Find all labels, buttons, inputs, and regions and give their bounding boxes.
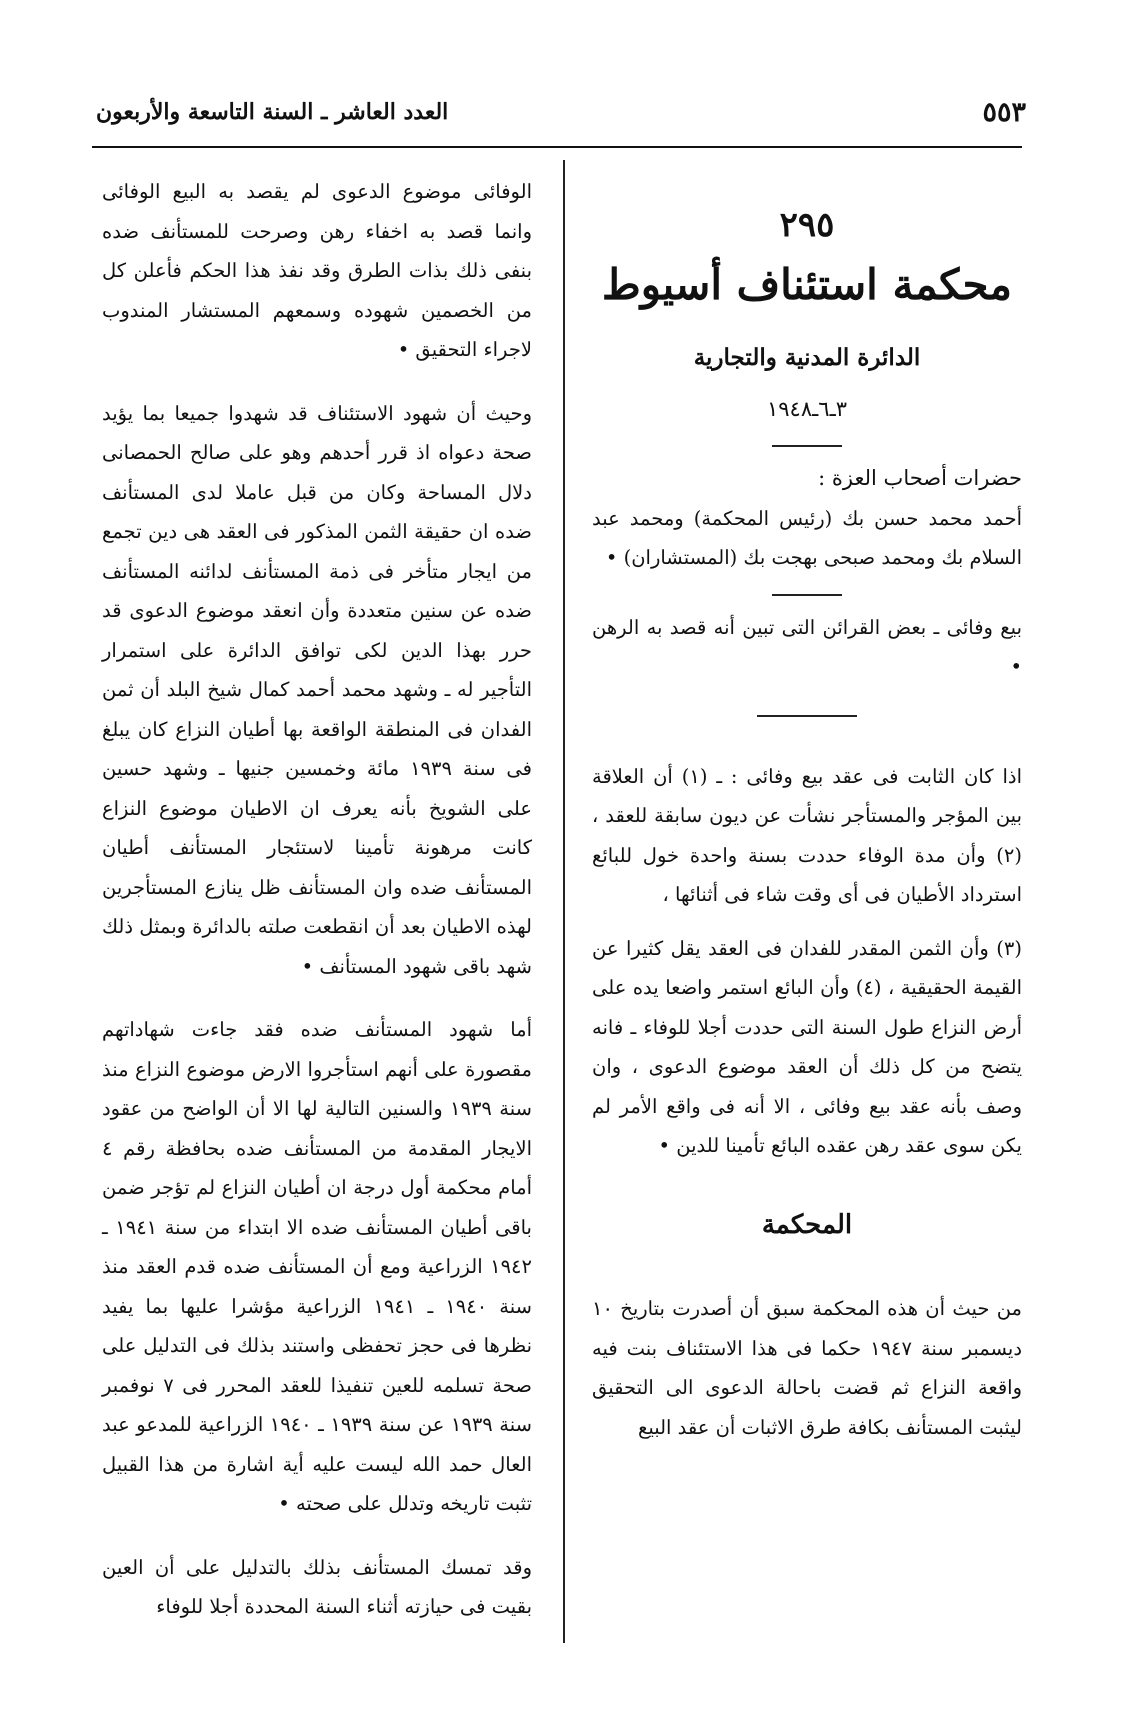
right-column xyxy=(592,170,1022,1447)
verdict-paragraph: من حيث أن هذه المحكمة سبق أن أصدرت بتاريخ ١٠ ديسمبر سنة ١٩٤٧ حكما فى هذا الاستئناف بنت فيه واقعة النزاع ثم قضت باحالة الدعوى الى التحقيق ليثبت المستأنف بكافة طرق الاثبات أن عقد البيع xyxy=(592,1297,1023,1439)
summary-paragraph: اذا كان الثابت فى عقد بيع وفائى : ـ (١) أن العلاقة بين المؤجر والمستأجر نشأت عن ديون سابقة للعقد ، (٢) وأن مدة الوفاء حددت بسنة واحدة خول للبائع استرداد الأطيان فى أى وقت شاء فى أثنائها ، xyxy=(592,764,1022,906)
divider-rule xyxy=(772,594,842,596)
legal-summary xyxy=(592,757,1022,1166)
summary-paragraph: (٣) وأن الثمن المقدر للفدان فى العقد يقل كثيرا عن القيمة الحقيقية ، (٤) وأن البائع استمر واضعا يده على أرض النزاع طول السنة التى حددت أجلا للوفاء ـ فانه يتضح من كل ذلك أن العقد موضوع الدعوى ، وان وصف بأنه عقد بيع وفائى ، الا أنه فى واقع الأمر لم يكن سوى عقد رهن عقده البائع تأمينا للدين • xyxy=(592,936,1022,1157)
judges-heading: حضرات أصحاب العزة : xyxy=(818,466,1022,490)
left-column xyxy=(102,172,532,1627)
header-rule xyxy=(92,146,1022,148)
divider-rule xyxy=(757,715,857,717)
running-title: العدد العاشر ـ السنة التاسعة والأربعون xyxy=(96,99,449,125)
judgment-date: ٣ـ٦ـ١٩٤٨ xyxy=(767,396,847,421)
body-paragraph: الوفائى موضوع الدعوى لم يقصد به البيع الوفائى وانما قصد به اخفاء رهن وصرحت للمستأنف ضده بنفى ذلك بذات الطرق وقد نفذ هذا الحكم فأعلن كل من الخصمين شهوده وسمعهم المستشار المندوب لاجراء التحقيق • xyxy=(102,180,532,361)
court-name: محكمة استئناف أسيوط xyxy=(601,260,1013,309)
body-paragraph: أما شهود المستأنف ضده فقد جاءت شهاداتهم مقصورة على أنهم استأجروا الارض موضوع النزاع منذ سنة ١٩٣٩ والسنين التالية لها الا أن الواضح من عقود الايجار المقدمة من المستأنف ضده بحافظة رقم ٤ أمام محكمة أول درجة ان أطيان النزاع لم تؤجر ضمن باقى أطيان المستأنف ضده الا ابتداء من سنة ١٩٤١ ـ ١٩٤٢ الزراعية ومع أن المستأنف ضده قدم العقد منذ سنة ١٩٤٠ ـ ١٩٤١ الزراعية مؤشرا عليها بما يفيد نظرها فى حجز تحفظى واستند بذلك فى التدليل على صحة تسلمه للعين تنفيذا للعقد المحرر فى ٧ نوفمبر سنة ١٩٣٩ عن سنة ١٩٣٩ ـ ١٩٤٠ الزراعية للمدعو عبد العال حمد الله ليست عليه أية اشارة من هذا القبيل تثبت تاريخه وتدلل على صحته • xyxy=(102,1018,532,1515)
column-divider xyxy=(563,160,565,1643)
page-number: ٥٥٣ xyxy=(982,96,1026,128)
body-paragraph: وقد تمسك المستأنف بذلك بالتدليل على أن العين بقيت فى حيازته أثناء السنة المحددة أجلا للوفاء xyxy=(102,1555,532,1618)
verdict-heading: المحكمة xyxy=(761,1209,853,1240)
divider-rule xyxy=(772,445,842,447)
page-header xyxy=(96,92,1026,132)
case-number: ٢٩٥ xyxy=(779,205,835,245)
judges-names: أحمد محمد حسن بك (رئيس المحكمة) ومحمد عبد السلام بك ومحمد صبحى بهجت بك (المستشاران) • xyxy=(592,506,1022,569)
body-paragraph: وحيث أن شهود الاستئناف قد شهدوا جميعا بما يؤيد صحة دعواه اذ قرر أحدهم وهو على صالح الحمصانى دلال المساحة وكان من قبل عاملا لدى المستأنف ضده ان حقيقة الثمن المذكور فى العقد هى دين تجمع من ايجار متأخر فى ذمة المستأنف لدائنه المستأنف ضده عن سنين متعددة وأن انعقد موضوع الدعوى قد حرر بهذا الدين لكى توافق الدائرة على استمرار التأجير له ـ وشهد محمد أحمد كمال شيخ البلد أن ثمن الفدان فى المنطقة الواقعة بها أطيان النزاع كان يبلغ فى سنة ١٩٣٩ مائة وخمسين جنيها ـ وشهد حسين على الشويخ بأنه يعرف ان الاطيان موضوع النزاع كانت مرهونة تأمينا لاستئجار المستأنف أطيان المستأنف ضده وان المستأنف ظل ينازع المستأجرين لهذه الاطيان بعد أن انقطعت صلته بالدائرة وبمثل ذلك شهد باقى شهود المستأنف • xyxy=(102,401,533,978)
case-topic: بيع وفائى ـ بعض القرائن التى تبين أنه قصد به الرهن • xyxy=(592,615,1022,678)
circuit-name: الدائرة المدنية والتجارية xyxy=(693,344,921,371)
